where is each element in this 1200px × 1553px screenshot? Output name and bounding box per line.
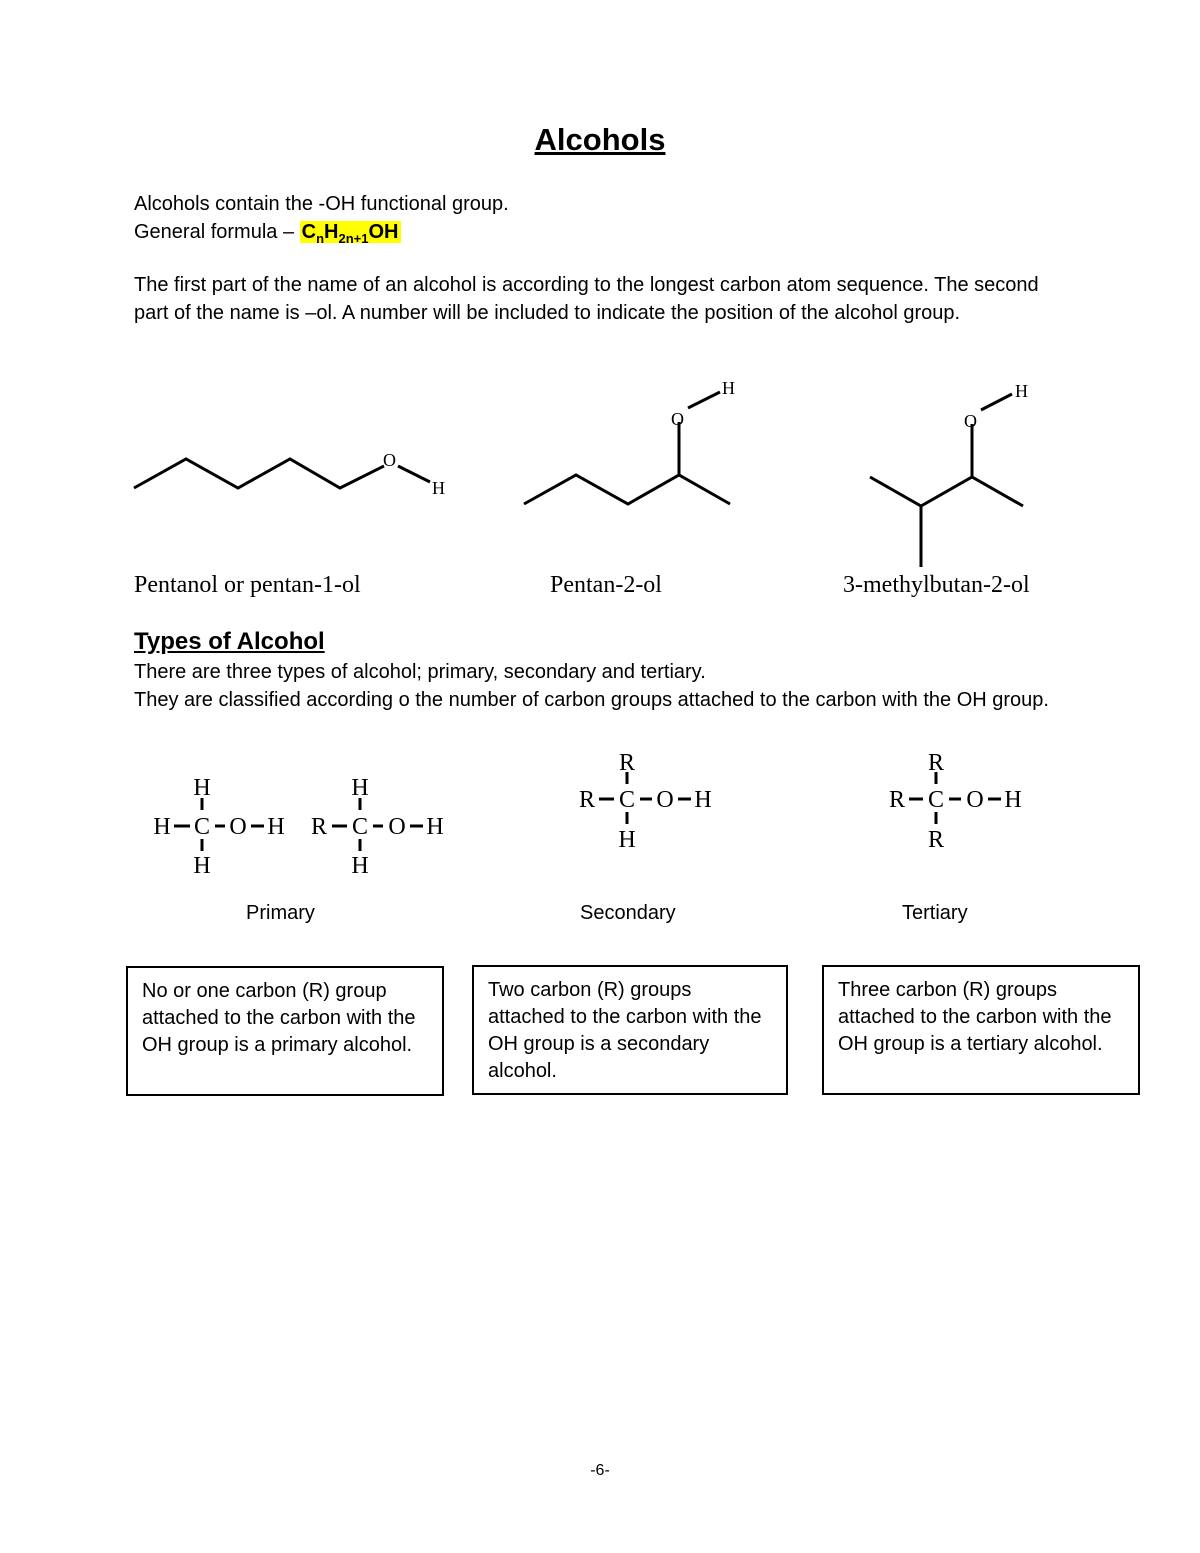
general-formula bbox=[300, 220, 401, 246]
svg-text:C: C bbox=[927, 787, 945, 813]
types-heading: Types of Alcohol bbox=[134, 628, 325, 655]
svg-text:H: H bbox=[193, 775, 211, 801]
methylbutanol-structure bbox=[870, 394, 1023, 567]
svg-text:C: C bbox=[193, 814, 211, 840]
methylbutanol-o: O bbox=[964, 411, 977, 431]
svg-text:R: R bbox=[618, 750, 636, 776]
svg-text:H: H bbox=[426, 814, 444, 840]
svg-text:H: H bbox=[351, 853, 369, 879]
pentanol-o: O bbox=[383, 450, 396, 470]
svg-text:H: H bbox=[694, 787, 712, 813]
svg-text:H: H bbox=[193, 853, 211, 879]
svg-text:R: R bbox=[927, 827, 945, 853]
formula-oh: OH bbox=[368, 220, 399, 243]
pentan-2-ol-o: O bbox=[671, 409, 684, 429]
svg-text:C: C bbox=[618, 787, 636, 813]
formula-sub-n: n bbox=[316, 230, 325, 246]
types-line: There are three types of alcohol; primary, secondary and tertiary. bbox=[134, 661, 706, 683]
intro-text bbox=[134, 191, 1094, 252]
formula-c: C bbox=[301, 220, 317, 243]
types-text bbox=[134, 659, 1069, 714]
svg-text:R: R bbox=[578, 787, 596, 813]
svg-text:R: R bbox=[888, 787, 906, 813]
tertiary-definition-box: Three carbon (R) groups attached to the carbon with the OH group is a tertiary alcohol. bbox=[822, 965, 1140, 1095]
structure-name-methylbutanol: 3-methylbutan-2-ol bbox=[843, 572, 1030, 598]
formula-label: General formula – bbox=[134, 220, 300, 243]
label-primary: Primary bbox=[246, 902, 315, 924]
label-secondary: Secondary bbox=[580, 902, 676, 924]
svg-text:O: O bbox=[229, 814, 247, 840]
svg-text:O: O bbox=[656, 787, 674, 813]
structure-name-pentan-2-ol: Pentan-2-ol bbox=[550, 572, 662, 598]
svg-text:C: C bbox=[351, 814, 369, 840]
methylbutanol-h: H bbox=[1015, 381, 1028, 401]
svg-text:H: H bbox=[618, 827, 636, 853]
structure-name-pentanol: Pentanol or pentan-1-ol bbox=[134, 572, 361, 598]
svg-text:H: H bbox=[153, 814, 171, 840]
page-title: Alcohols bbox=[534, 122, 666, 157]
svg-text:H: H bbox=[1004, 787, 1022, 813]
primary-definition-box: No or one carbon (R) group attached to the carbon with the OH group is a primary alcohol. bbox=[126, 966, 444, 1096]
structural-formulas bbox=[0, 750, 1200, 890]
secondary-definition-box: Two carbon (R) groups attached to the carbon with the OH group is a secondary alcohol. bbox=[472, 965, 788, 1095]
naming-paragraph: The first part of the name of an alcohol is according to the longest carbon atom sequence. The second part of the name is –ol. A number will be included to indicate the position of the alcohol group. bbox=[134, 274, 1039, 324]
formula-h: H bbox=[324, 220, 339, 243]
pentan-2-ol-h: H bbox=[722, 378, 735, 398]
svg-text:R: R bbox=[310, 814, 328, 840]
intro-line: Alcohols contain the -OH functional group. bbox=[134, 193, 509, 215]
svg-text:H: H bbox=[351, 775, 369, 801]
pentanol-h: H bbox=[432, 478, 445, 498]
general-formula-line bbox=[134, 219, 1094, 253]
svg-text:O: O bbox=[388, 814, 406, 840]
pentan-2-ol-structure bbox=[524, 392, 730, 504]
formula-sub-2n1: 2n+1 bbox=[338, 230, 369, 246]
svg-text:R: R bbox=[927, 750, 945, 776]
page-number: -6- bbox=[590, 1462, 610, 1479]
svg-text:H: H bbox=[267, 814, 285, 840]
types-line: They are classified according o the number of carbon groups attached to the carbon with the OH group. bbox=[134, 688, 1049, 711]
skeletal-structures bbox=[0, 370, 1200, 580]
label-tertiary: Tertiary bbox=[902, 902, 968, 924]
svg-text:O: O bbox=[966, 787, 984, 813]
